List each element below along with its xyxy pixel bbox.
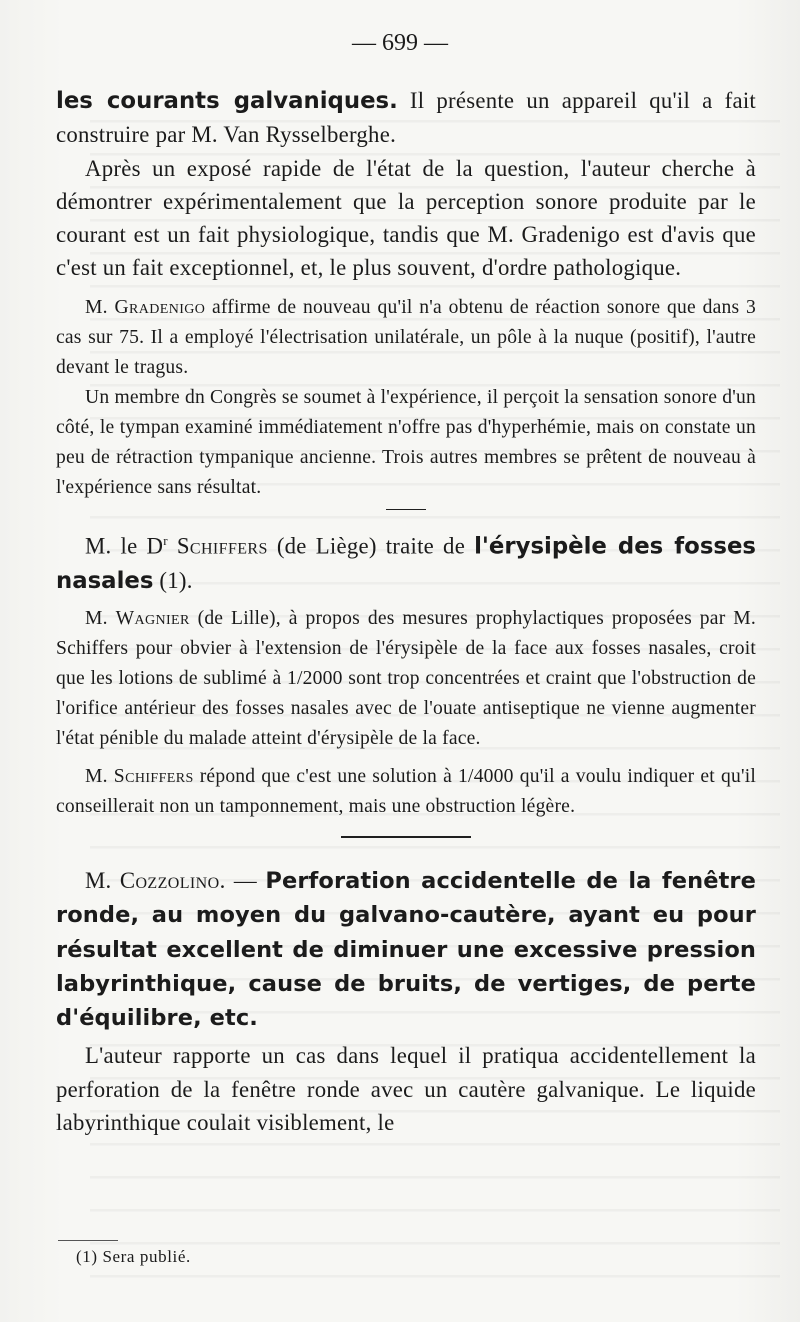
separator-short (386, 509, 426, 510)
prefix: M. (85, 296, 115, 318)
paragraph-text: Il présente un appareil qu'il a fait construire par M. Van Rysselberghe. (56, 88, 756, 148)
paragraph-galvanic-currents (56, 84, 756, 152)
separator-rule (341, 836, 471, 838)
prefix: M. (85, 607, 116, 629)
speaker-name: Wagnier (115, 607, 190, 629)
superscript: r (163, 532, 168, 548)
body-text (56, 84, 756, 1139)
section-title: Perforation accidentelle de la fenêtre ronde, au moyen du galvano-cautère, ayant eu pour résultat excellent de diminuer une excessive pression labyrinthique, cause de bruits, de vertiges, de perte d'équilibre, etc. (56, 867, 756, 1032)
page-number: — 699 — (352, 30, 448, 56)
paragraph-schiffers-topic (56, 524, 756, 598)
paragraph-text: affirme de nouveau qu'il n'a obtenu de réaction sonore que dans 3 cas sur 75. Il a employé l'électrisation unilatérale, un pôle à la nuque (positif), l'autre devant le tragus. (56, 296, 756, 378)
footnote: (1) Sera publié. (76, 1247, 191, 1266)
footnote-divider (58, 1240, 118, 1241)
paragraph-schiffers-reply (56, 762, 756, 822)
paragraph-cozzolino-case: L'auteur rapporte un cas dans lequel il pratiqua accidentellement la perforation de la fenêtre ronde avec un cautère galvanique. Le liquide labyrinthique coulait visiblement, le (56, 1043, 756, 1136)
bold-phrase: l'érysipèle des fosses nasales (56, 533, 757, 594)
prefix: M. (85, 765, 114, 787)
paragraph-wagnier (56, 604, 756, 754)
paragraph-congress-member: Un membre dn Congrès se soumet à l'expérience, il perçoit la sensation sonore d'un côté, le tympan examiné immédiatement n'offre pas d'hyperhémie, mais on constate un peu de rétraction tympanique ancienne. Trois autres membres se prêtent de nouveau à l'expérience sans résultat. (56, 386, 756, 498)
paragraph-cozzolino-title (56, 864, 756, 1035)
footnote-ref: (1). (153, 567, 193, 593)
paragraph-text: répond que c'est une solution à 1/4000 qu'il a voulu indiquer et qu'il conseillerait non un tamponnement, mais une obstruction légère. (56, 765, 756, 817)
paragraph-text: (de Liège) traite de (267, 533, 475, 559)
speaker-name: Schiffers (176, 533, 268, 559)
speaker-name: Gradenigo (114, 296, 206, 318)
paragraph-gradenigo (56, 293, 756, 383)
speaker-name: Cozzolino (119, 867, 220, 893)
prefix: M. le D (85, 533, 164, 559)
bold-phrase: les courants galvaniques. (56, 88, 398, 114)
paragraph-author-summary: Après un exposé rapide de l'état de la question, l'auteur cherche à démontrer expérimentalement que la perception sonore produite par le courant est un fait physiologique, tandis que M. Gradenigo est d'avis que c'est un fait exceptionnel, et, le plus souvent, d'ordre pathologique. (56, 155, 756, 281)
dash: . — (219, 867, 266, 893)
speaker-name: Schiffers (113, 765, 194, 787)
paragraph-text: (de Lille), à propos des mesures prophylactiques proposées par M. Schiffers pour obvier à l'extension de l'érysipèle de la face aux fosses nasales, croit que les lotions de sublimé à 1/2000 sont trop concentrées et craint que l'obstruction de l'orifice antérieur des fosses nasales avec de l'ouate antiseptique ne vienne augmenter l'état pénible du malade atteint d'érysipèle de la face. (56, 607, 756, 749)
prefix: M. (85, 867, 120, 893)
